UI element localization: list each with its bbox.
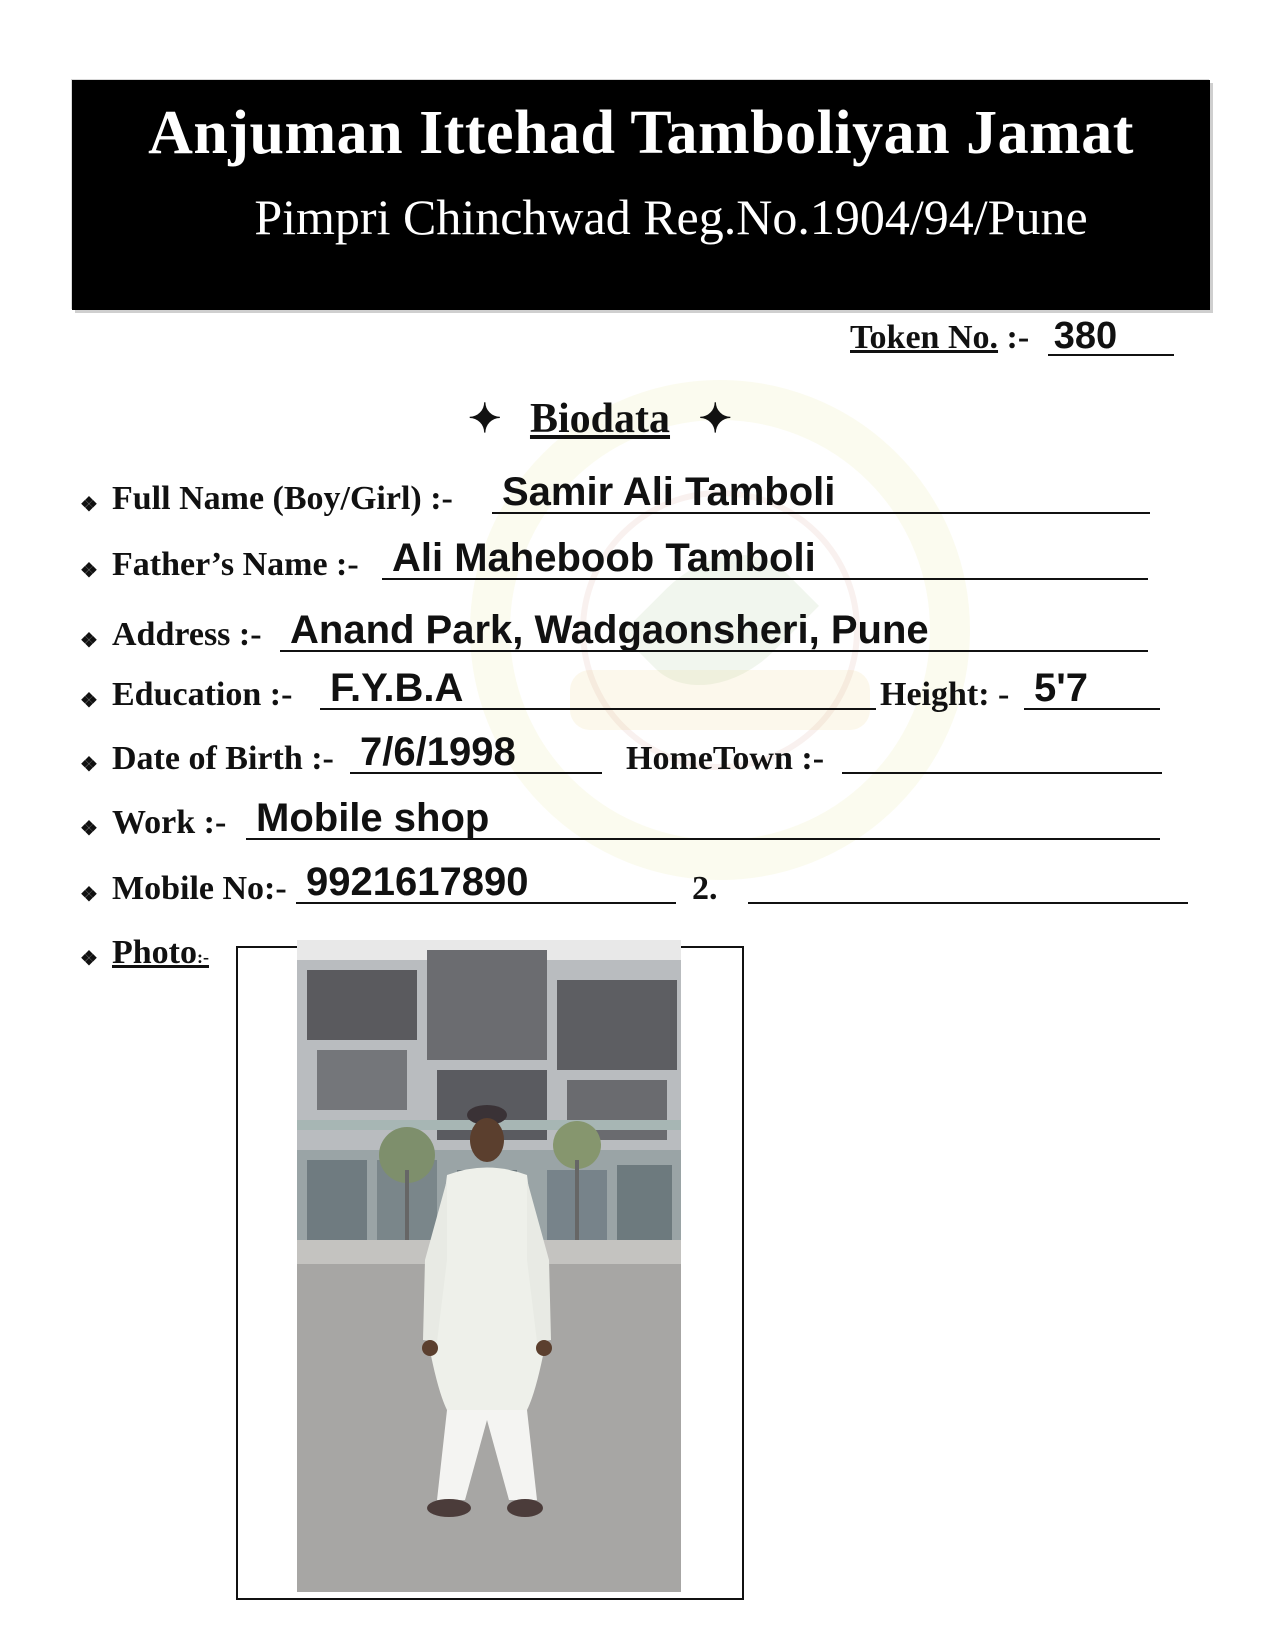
full-name-row — [80, 470, 1180, 530]
work-value: Mobile shop — [246, 800, 1160, 840]
dob-value: 7/6/1998 — [350, 734, 602, 774]
work-label: Work :- — [112, 804, 227, 841]
full-name-label: Full Name (Boy/Girl) :- — [112, 480, 453, 517]
bullet-icon: ❖ — [80, 754, 98, 776]
photo-label: Photo:- — [112, 934, 209, 971]
work-row — [80, 796, 1190, 854]
organization-name: Anjuman Ittehad Tamboliyan Jamat — [148, 99, 1134, 167]
bullet-icon: ❖ — [80, 818, 98, 840]
token-value: 380 — [1048, 318, 1174, 356]
token-number — [850, 315, 1174, 357]
address-row — [80, 608, 1180, 666]
address-label: Address :- — [112, 616, 262, 653]
education-label: Education :- — [112, 676, 293, 713]
registration-line: Pimpri Chinchwad Reg.No.1904/94/Pune — [254, 189, 1088, 245]
star-icon: ✦ — [698, 396, 733, 441]
bullet-icon: ❖ — [80, 560, 98, 582]
mobile-2-label: 2. — [692, 870, 718, 907]
star-icon: ✦ — [467, 396, 502, 441]
address-value: Anand Park, Wadgaonsheri, Pune — [280, 612, 1148, 652]
org-header — [72, 80, 1210, 310]
dob-label: Date of Birth :- — [112, 740, 334, 777]
father-name-value: Ali Maheboob Tamboli — [382, 540, 1148, 580]
token-separator: :- — [1006, 319, 1030, 356]
biodata-heading: Biodata — [529, 396, 671, 442]
bullet-icon: ❖ — [80, 948, 98, 970]
bullet-icon: ❖ — [80, 630, 98, 652]
mobile-2-value — [748, 864, 1188, 904]
dob-row — [80, 730, 1190, 790]
mobile-value: 9921617890 — [296, 864, 676, 904]
section-title — [0, 395, 1200, 443]
height-label: Height: - — [880, 676, 1010, 713]
mobile-label: Mobile No:- — [112, 870, 287, 907]
applicant-photo — [297, 940, 681, 1592]
token-label: Token No. — [850, 319, 999, 356]
father-name-label: Father’s Name :- — [112, 546, 359, 583]
height-value: 5'7 — [1024, 670, 1160, 710]
father-name-row — [80, 536, 1180, 596]
bullet-icon: ❖ — [80, 494, 98, 516]
mobile-row — [80, 860, 1200, 920]
education-row — [80, 666, 1190, 726]
education-value: F.Y.B.A — [320, 670, 876, 710]
hometown-label: HomeTown :- — [626, 740, 825, 777]
hometown-value — [842, 734, 1162, 774]
bullet-icon: ❖ — [80, 690, 98, 712]
full-name-value: Samir Ali Tamboli — [492, 474, 1150, 514]
bullet-icon: ❖ — [80, 884, 98, 906]
